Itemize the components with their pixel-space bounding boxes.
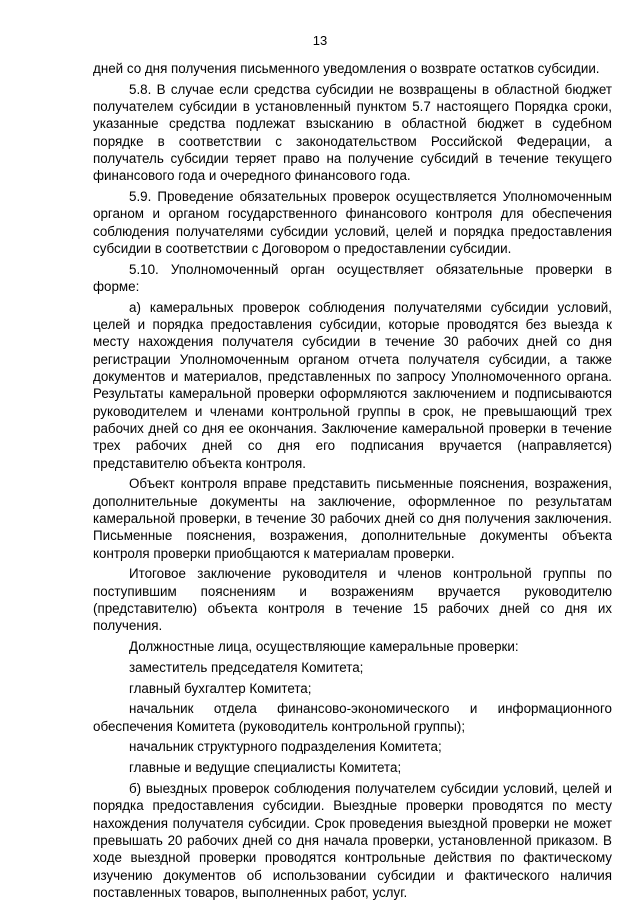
document-body [93,60,612,901]
list-item-division-head: начальник структурного подразделения Комитета; [129,739,442,755]
paragraph-continuation: дней со дня получения письменного уведомления о возврате остатков субсидии. [93,61,600,76]
paragraph-camera-checks: а) камеральных проверок соблюдения получателями субсидии условий, целей и порядка предоставления субсидии, которые проводятся без выезда к месту нахождения получателя субсидии в течение 30 рабочих дней со дня регистрации Уполномоченным органом отчета получателя субсидии, а также документов и материалов, представленных по запросу Уполномоченного органа. Результаты камеральной проверки оформляются заключением и подписываются руководителем и членами контрольной группы в срок, не превышающий трех рабочих дней со дня ее окончания. Заключение камеральной проверки в течение трех рабочих дней со дня его подписания вручается (направляется) представителю объекта контроля. [93,299,612,471]
paragraph-officials-heading: Должностные лица, осуществляющие камеральные проверки: [129,639,519,654]
paragraph-5-9: 5.9. Проведение обязательных проверок осуществляется Уполномоченным органом и органом государственного финансового контроля для обеспечения соблюдения получателями субсидии условий, целей и порядка предоставления субсидии в соответствии с Договором о предоставлении субсидии. [93,189,612,256]
list-item-department-head: начальник отдела финансово-экономического и информационного обеспечения Комитета (руководитель контрольной группы); [93,701,612,734]
paragraph-final-conclusion: Итоговое заключение руководителя и членов контрольной группы по поступившим пояснениям и возражениям вручается руководителю (представителю) объекта контроля в течение 15 рабочих дней со дня их получения. [93,566,612,634]
paragraph-5-10: 5.10. Уполномоченный орган осуществляет обязательные проверки в форме: [93,261,612,295]
page-number: 13 [312,33,328,48]
paragraph-5-8: 5.8. В случае если средства субсидии не возвращены в областной бюджет получателем субсидии в установленный пунктом 5.7 настоящего Порядка сроки, указанные средства подлежат взысканию в областной бюджет в судебном порядке в соответствии с законодательством Российской Федерации, а получатель субсидии теряет право на получение субсидий в течение текущего финансового года и очередного финансового года. [93,81,612,184]
paragraph-object-rights: Объект контроля вправе представить письменные пояснения, возражения, дополнительные документы на заключение, оформленное по результатам камеральной проверки, в течение 30 рабочих дней со дня получения заключения. Письменные пояснения, возражения, дополнительные документы объекта контроля проверки приобщаются к материалам проверки. [93,476,612,561]
paragraph-field-checks: б) выездных проверок соблюдения получателем субсидии условий, целей и порядка предоставления субсидии. Выездные проверки проводятся по месту нахождения получателя субсидии. Срок проведения выездной проверки не может превышать 20 рабочих дней со дня начала проверки, установленной приказом. В ходе выездной проверки проводятся контрольные действия по фактическому изучению документов об использовании субсидии и фактического наличия поставленных товаров, выполненных работ, услуг. [93,781,612,900]
list-item-specialists: главные и ведущие специалисты Комитета; [129,760,402,776]
list-item-deputy-chairman: заместитель председателя Комитета; [129,659,364,675]
list-item-chief-accountant: главный бухгалтер Комитета; [129,680,312,696]
